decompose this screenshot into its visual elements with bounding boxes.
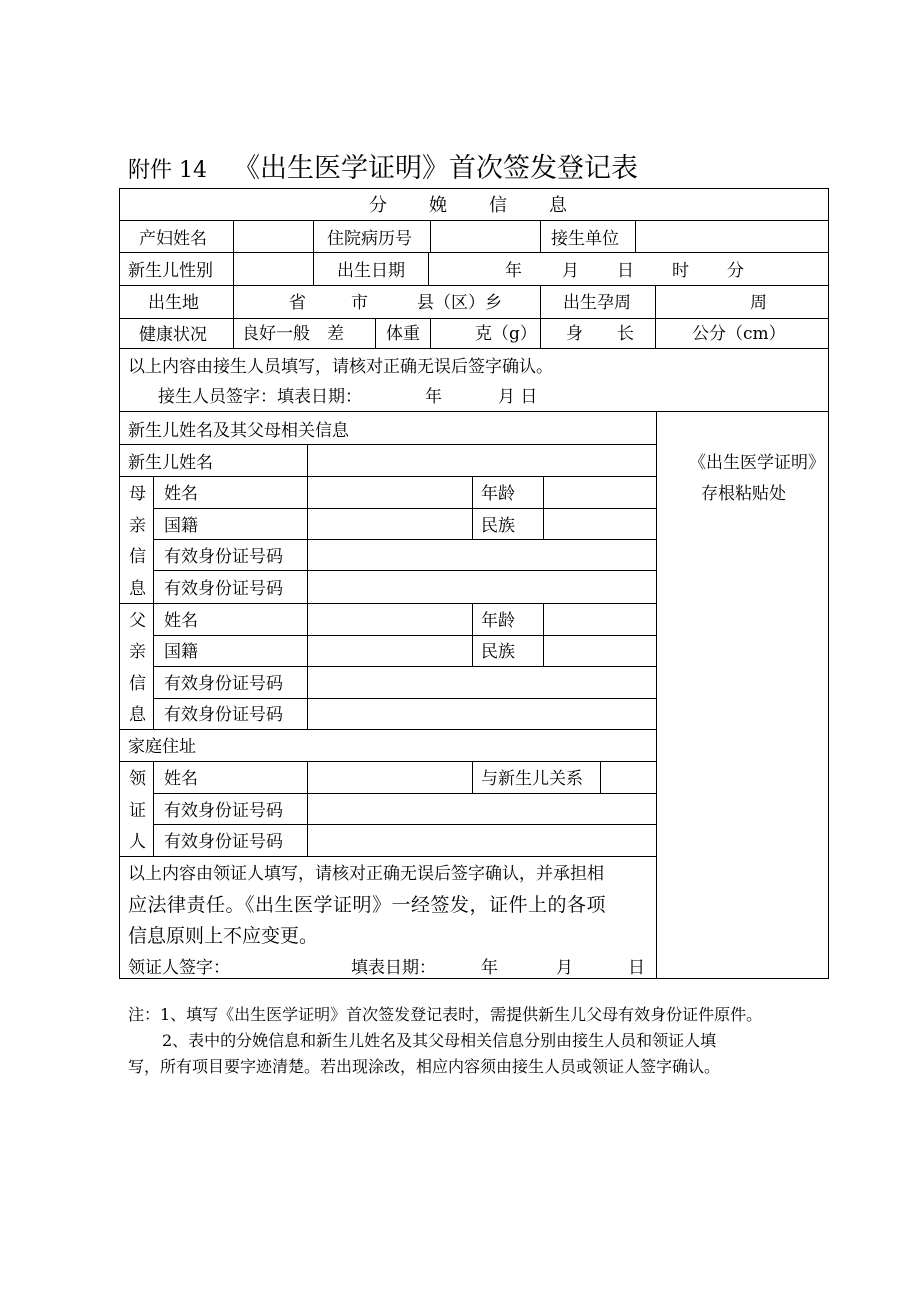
mother-info-side-4: 息 bbox=[129, 579, 146, 599]
weight-label: 体重 bbox=[386, 324, 420, 344]
health-label: 健康状况 bbox=[139, 325, 207, 345]
note-2-continued: 写，所有项目要字迹清楚。若出现涂改，相应内容须由接生人员或领证人签字确认。 bbox=[128, 1057, 721, 1076]
weight-unit: 克（g） bbox=[475, 324, 537, 344]
claimant-year-unit: 年 bbox=[481, 958, 498, 978]
mother-info-side-2: 亲 bbox=[129, 516, 146, 536]
baby-sex-label: 新生儿性别 bbox=[128, 261, 213, 281]
record-no-label: 住院病历号 bbox=[327, 229, 412, 249]
page-title bbox=[128, 146, 638, 185]
father-id-label-2: 有效身份证号码 bbox=[164, 705, 283, 725]
father-id-label-1: 有效身份证号码 bbox=[164, 674, 283, 694]
gestation-unit: 周 bbox=[750, 293, 767, 313]
baby-name-field[interactable] bbox=[310, 446, 654, 474]
father-name-label: 姓名 bbox=[164, 611, 198, 631]
claimant-day-unit: 日 bbox=[628, 958, 645, 978]
health-options: 良好一般 差 bbox=[242, 324, 344, 344]
claimant-id-label-1: 有效身份证号码 bbox=[164, 801, 283, 821]
claimant-month-unit: 月 bbox=[556, 958, 573, 978]
father-ethnicity-label: 民族 bbox=[481, 642, 515, 662]
delivery-unit-label: 接生单位 bbox=[551, 229, 619, 249]
mother-name-input[interactable] bbox=[310, 478, 470, 506]
father-info-side-4: 息 bbox=[129, 705, 146, 725]
birth-minute-unit: 分 bbox=[727, 261, 744, 281]
claimant-confirm-line-3: 信息原则上不应变更。 bbox=[128, 925, 319, 947]
family-section-title: 新生儿姓名及其父母相关信息 bbox=[128, 421, 349, 441]
claimant-id-label-2: 有效身份证号码 bbox=[164, 832, 283, 852]
birth-date-label: 出生日期 bbox=[337, 261, 405, 281]
home-address-label: 家庭住址 bbox=[128, 737, 196, 757]
claimant-name-label: 姓名 bbox=[164, 769, 198, 789]
mother-id-label-1: 有效身份证号码 bbox=[164, 547, 283, 567]
mother-info-side-3: 信 bbox=[129, 547, 146, 567]
province-unit: 省 bbox=[289, 293, 306, 313]
stub-line-1: 《出生医学证明》 bbox=[689, 453, 825, 473]
birth-day-unit: 日 bbox=[617, 261, 634, 281]
birth-month-unit: 月 bbox=[562, 261, 579, 281]
father-info-side-3: 信 bbox=[129, 674, 146, 694]
delivery-sign-year: 年 bbox=[425, 387, 442, 407]
height-unit: 公分（cm） bbox=[692, 324, 786, 344]
mother-age-label: 年龄 bbox=[481, 484, 515, 504]
claimant-relation-label: 与新生儿关系 bbox=[481, 769, 583, 789]
claimant-fill-date-label: 填表日期： bbox=[351, 958, 436, 978]
note-1: 注：1、填写《出生医学证明》首次签发登记表时，需提供新生儿父母有效身份证件原件。 bbox=[128, 1005, 763, 1024]
claimant-side-2: 证 bbox=[129, 801, 146, 821]
mother-name-label: 姓名 bbox=[164, 484, 198, 504]
claimant-sign-label: 领证人签字： bbox=[128, 958, 230, 978]
baby-name-label: 新生儿姓名 bbox=[128, 453, 213, 473]
form-title: 《出生医学证明》首次签发登记表 bbox=[233, 153, 638, 184]
delivery-confirm-text: 以上内容由接生人员填写，请核对正确无误后签字确认。 bbox=[128, 357, 553, 377]
city-unit: 市 bbox=[351, 293, 368, 313]
county-unit: 县（区）乡 bbox=[417, 293, 502, 313]
delivery-sign-month-day: 月 日 bbox=[498, 387, 538, 407]
claimant-side-3: 人 bbox=[129, 832, 146, 852]
mother-info-side-1: 母 bbox=[129, 484, 146, 504]
birth-hour-unit: 时 bbox=[672, 261, 689, 281]
mother-name-field[interactable] bbox=[236, 222, 311, 250]
height-label: 身 长 bbox=[566, 324, 634, 344]
baby-sex-field[interactable] bbox=[236, 254, 311, 282]
record-no-field[interactable] bbox=[433, 222, 538, 250]
mother-id-label-2: 有效身份证号码 bbox=[164, 579, 283, 599]
father-nationality-label: 国籍 bbox=[164, 642, 198, 662]
mother-name-label: 产妇姓名 bbox=[139, 229, 207, 249]
claimant-side-1: 领 bbox=[129, 769, 146, 789]
birthplace-label: 出生地 bbox=[148, 293, 199, 313]
birth-year-unit: 年 bbox=[505, 261, 522, 281]
delivery-sign-label: 接生人员签字：填表日期： bbox=[158, 387, 362, 407]
stub-line-2: 存根粘贴处 bbox=[701, 484, 786, 504]
mother-nationality-label: 国籍 bbox=[164, 516, 198, 536]
attachment-number: 附件 14 bbox=[128, 158, 207, 183]
claimant-confirm-line-2: 应法律责任。《出生医学证明》一经签发，证件上的各项 bbox=[128, 894, 607, 916]
mother-ethnicity-label: 民族 bbox=[481, 516, 515, 536]
father-info-side-1: 父 bbox=[129, 611, 146, 631]
note-2: 2、表中的分娩信息和新生儿姓名及其父母相关信息分别由接生人员和领证人填 bbox=[162, 1031, 717, 1050]
gestation-label: 出生孕周 bbox=[563, 293, 631, 313]
claimant-confirm-line-1: 以上内容由领证人填写，请核对正确无误后签字确认，并承担相 bbox=[128, 864, 604, 884]
mother-age-input[interactable] bbox=[546, 478, 654, 506]
delivery-section-title: 分 娩 信 息 bbox=[369, 195, 569, 216]
father-info-side-2: 亲 bbox=[129, 642, 146, 662]
father-age-label: 年龄 bbox=[481, 611, 515, 631]
delivery-unit-field[interactable] bbox=[638, 222, 826, 250]
